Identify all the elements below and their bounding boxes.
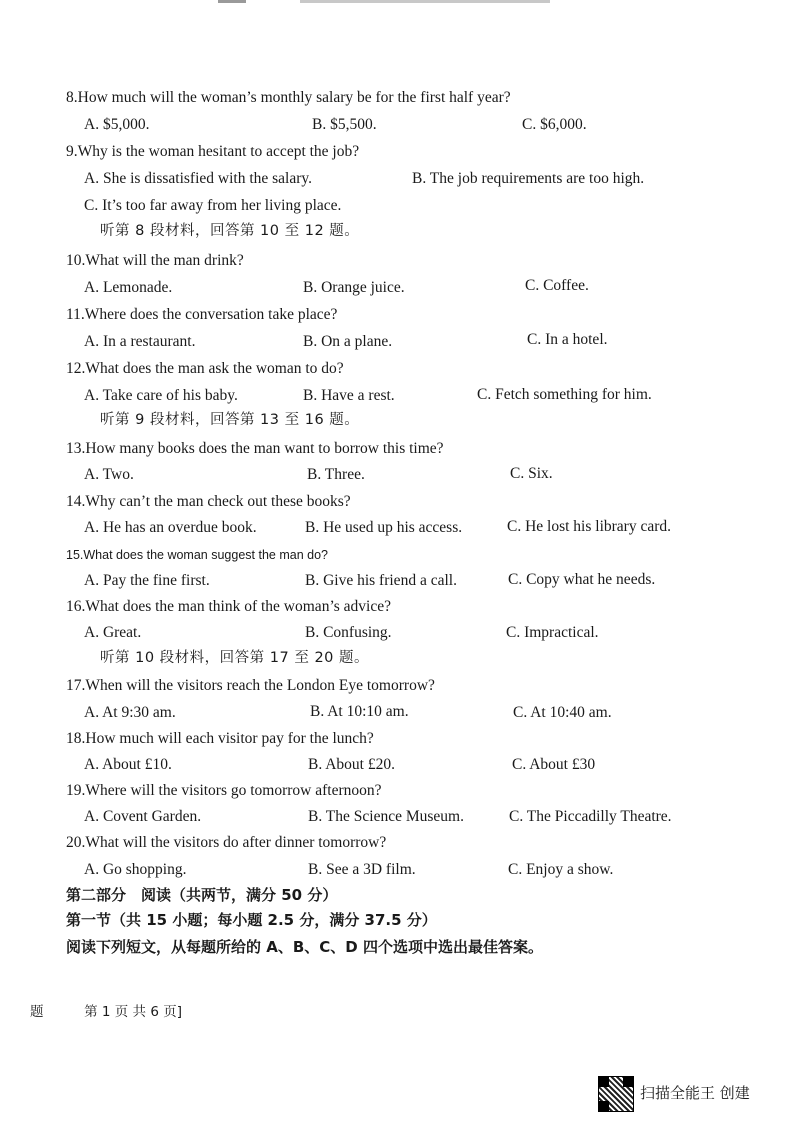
- option-b: B. Three.: [307, 466, 365, 483]
- option-a: A. She is dissatisfied with the salary.: [84, 170, 313, 187]
- option-b: B. The job requirements are too high.: [412, 170, 645, 187]
- option-a: A. Go shopping.: [84, 861, 187, 878]
- option-c: C. It’s too far away from her living place.: [84, 197, 342, 214]
- question-stem: 15.What does the woman suggest the man do?: [66, 548, 328, 562]
- option-a: A. Pay the fine first.: [84, 572, 210, 589]
- option-a: A. At 9:30 am.: [84, 704, 176, 721]
- option-c: C. About £30: [512, 756, 596, 773]
- option-c: C. Six.: [510, 465, 553, 482]
- question-stem: 19.Where will the visitors go tomorrow afternoon?: [66, 782, 382, 799]
- option-b: B. Have a rest.: [303, 387, 395, 404]
- option-c: C. Copy what he needs.: [508, 571, 656, 588]
- footer-left-text: 题: [30, 1004, 44, 1020]
- option-c: C. The Piccadilly Theatre.: [509, 808, 672, 825]
- option-a: A. $5,000.: [84, 116, 150, 133]
- scanner-watermark: 扫描全能王 创建: [640, 1084, 750, 1102]
- option-b: B. About £20.: [308, 756, 395, 773]
- option-a: A. In a restaurant.: [84, 333, 196, 350]
- option-c: C. In a hotel.: [527, 331, 608, 348]
- option-a: A. Two.: [84, 466, 134, 483]
- section-instruction: 听第 9 段材料，回答第 13 至 16 题。: [100, 412, 360, 428]
- option-a: A. Covent Garden.: [84, 808, 202, 825]
- option-a: A. He has an overdue book.: [84, 519, 257, 536]
- scan-edge-mark: [300, 0, 550, 3]
- option-c: C. Impractical.: [506, 624, 599, 641]
- option-b: B. On a plane.: [303, 333, 393, 350]
- option-c: C. Fetch something for him.: [477, 386, 652, 403]
- option-a: A. Lemonade.: [84, 279, 173, 296]
- reading-direction: 阅读下列短文，从每题所给的 A、B、C、D 四个选项中选出最佳答案。: [66, 938, 543, 956]
- page-footer: [30, 1000, 182, 1020]
- option-c: C. Enjoy a show.: [508, 861, 614, 878]
- question-stem: 13.How many books does the man want to borrow this time?: [66, 440, 444, 457]
- question-stem: 9.Why is the woman hesitant to accept the job?: [66, 143, 360, 160]
- qr-code-icon: [598, 1076, 634, 1112]
- option-b: B. At 10:10 am.: [310, 703, 409, 720]
- question-stem: 8.How much will the woman’s monthly salary be for the first half year?: [66, 89, 511, 106]
- scan-edge-mark: [218, 0, 246, 3]
- question-stem: 20.What will the visitors do after dinner tomorrow?: [66, 834, 387, 851]
- question-stem: 11.Where does the conversation take place?: [66, 306, 338, 323]
- option-b: B. $5,500.: [312, 116, 377, 133]
- question-stem: 18.How much will each visitor pay for the lunch?: [66, 730, 374, 747]
- option-c: C. $6,000.: [522, 116, 587, 133]
- option-c: C. At 10:40 am.: [513, 704, 612, 721]
- option-b: B. Confusing.: [305, 624, 392, 641]
- question-stem: 10.What will the man drink?: [66, 252, 244, 269]
- option-b: B. See a 3D film.: [308, 861, 416, 878]
- section-instruction: 听第 10 段材料，回答第 17 至 20 题。: [100, 650, 370, 666]
- section-instruction: 听第 8 段材料，回答第 10 至 12 题。: [100, 223, 360, 239]
- option-c: C. Coffee.: [525, 277, 589, 294]
- question-stem: 16.What does the man think of the woman’s advice?: [66, 598, 391, 615]
- part-heading: 第二部分 阅读（共两节，满分 50 分）: [66, 886, 338, 904]
- question-stem: 17.When will the visitors reach the London Eye tomorrow?: [66, 677, 435, 694]
- page-number: 第 1 页 共 6 页]: [84, 1004, 182, 1020]
- option-b: B. He used up his access.: [305, 519, 463, 536]
- option-b: B. Orange juice.: [303, 279, 405, 296]
- question-stem: 14.Why can’t the man check out these books?: [66, 493, 351, 510]
- option-a: A. Great.: [84, 624, 142, 641]
- question-stem: 12.What does the man ask the woman to do?: [66, 360, 344, 377]
- option-a: A. Take care of his baby.: [84, 387, 238, 404]
- option-c: C. He lost his library card.: [507, 518, 672, 535]
- option-a: A. About £10.: [84, 756, 172, 773]
- option-b: B. Give his friend a call.: [305, 572, 457, 589]
- section-heading: 第一节（共 15 小题；每小题 2.5 分，满分 37.5 分）: [66, 911, 437, 929]
- option-b: B. The Science Museum.: [308, 808, 464, 825]
